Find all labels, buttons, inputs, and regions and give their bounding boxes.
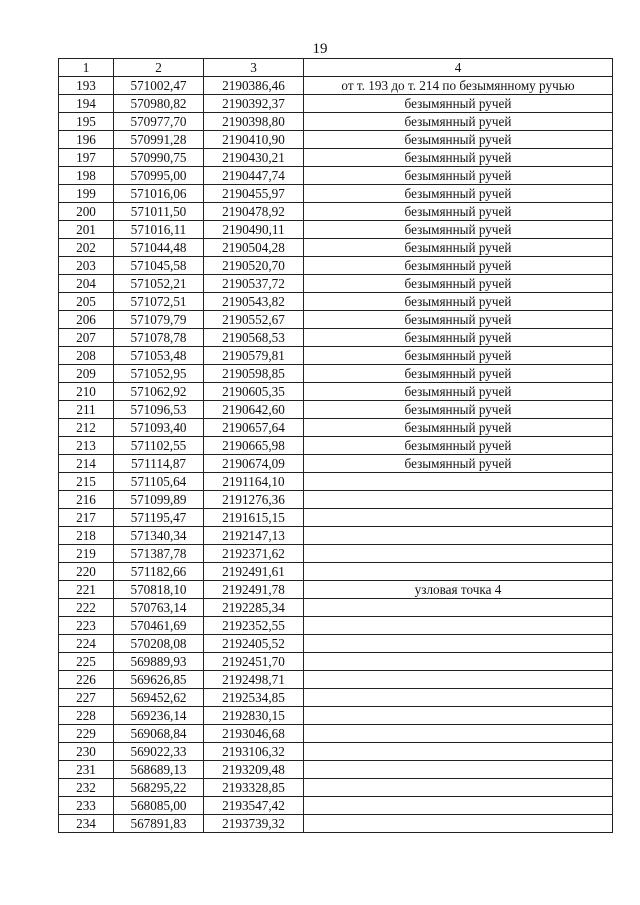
y-coordinate-cell: 2190537,72 (204, 275, 304, 293)
point-number-cell: 219 (59, 545, 114, 563)
y-coordinate-cell: 2191615,15 (204, 509, 304, 527)
x-coordinate-cell: 571340,34 (114, 527, 204, 545)
point-number-cell: 215 (59, 473, 114, 491)
table-row (59, 815, 613, 833)
y-coordinate-cell: 2193106,32 (204, 743, 304, 761)
y-coordinate-cell: 2192405,52 (204, 635, 304, 653)
description-cell (304, 635, 613, 653)
x-coordinate-cell: 571044,48 (114, 239, 204, 257)
table-row (59, 635, 613, 653)
y-coordinate-cell: 2190478,92 (204, 203, 304, 221)
point-number-cell: 193 (59, 77, 114, 95)
point-number-cell: 211 (59, 401, 114, 419)
table-row (59, 77, 613, 95)
point-number-cell: 221 (59, 581, 114, 599)
description-cell: узловая точка 4 (304, 581, 613, 599)
table-row (59, 689, 613, 707)
table-row (59, 95, 613, 113)
table-row (59, 131, 613, 149)
y-coordinate-cell: 2191276,36 (204, 491, 304, 509)
point-number-cell: 196 (59, 131, 114, 149)
point-number-cell: 229 (59, 725, 114, 743)
description-cell: безымянный ручей (304, 257, 613, 275)
x-coordinate-cell: 568085,00 (114, 797, 204, 815)
y-coordinate-cell: 2190520,70 (204, 257, 304, 275)
point-number-cell: 212 (59, 419, 114, 437)
x-coordinate-cell: 571052,95 (114, 365, 204, 383)
table-row (59, 779, 613, 797)
x-coordinate-cell: 570990,75 (114, 149, 204, 167)
y-coordinate-cell: 2190410,90 (204, 131, 304, 149)
x-coordinate-cell: 571096,53 (114, 401, 204, 419)
x-coordinate-cell: 571052,21 (114, 275, 204, 293)
point-number-cell: 233 (59, 797, 114, 815)
description-cell (304, 743, 613, 761)
header-col-3: 3 (204, 59, 304, 77)
table-row (59, 167, 613, 185)
table-row (59, 365, 613, 383)
y-coordinate-cell: 2190504,28 (204, 239, 304, 257)
table-row (59, 509, 613, 527)
table-row (59, 491, 613, 509)
x-coordinate-cell: 571114,87 (114, 455, 204, 473)
description-cell (304, 815, 613, 833)
point-number-cell: 203 (59, 257, 114, 275)
point-number-cell: 227 (59, 689, 114, 707)
table-row (59, 473, 613, 491)
table-row (59, 113, 613, 131)
x-coordinate-cell: 571072,51 (114, 293, 204, 311)
y-coordinate-cell: 2191164,10 (204, 473, 304, 491)
description-cell: безымянный ручей (304, 401, 613, 419)
y-coordinate-cell: 2193046,68 (204, 725, 304, 743)
point-number-cell: 210 (59, 383, 114, 401)
table-row (59, 581, 613, 599)
table-row (59, 293, 613, 311)
y-coordinate-cell: 2192534,85 (204, 689, 304, 707)
x-coordinate-cell: 571016,06 (114, 185, 204, 203)
y-coordinate-cell: 2192491,61 (204, 563, 304, 581)
table-row (59, 527, 613, 545)
point-number-cell: 217 (59, 509, 114, 527)
description-cell: от т. 193 до т. 214 по безымянному ручью (304, 77, 613, 95)
description-cell: безымянный ручей (304, 455, 613, 473)
coordinates-table (58, 58, 613, 833)
table-row (59, 455, 613, 473)
point-number-cell: 216 (59, 491, 114, 509)
table-row (59, 401, 613, 419)
table-row (59, 239, 613, 257)
table-row (59, 275, 613, 293)
description-cell (304, 707, 613, 725)
x-coordinate-cell: 570208,08 (114, 635, 204, 653)
description-cell: безымянный ручей (304, 95, 613, 113)
point-number-cell: 218 (59, 527, 114, 545)
y-coordinate-cell: 2192352,55 (204, 617, 304, 635)
x-coordinate-cell: 571387,78 (114, 545, 204, 563)
description-cell: безымянный ручей (304, 293, 613, 311)
table-row (59, 203, 613, 221)
table-row (59, 653, 613, 671)
description-cell (304, 473, 613, 491)
description-cell: безымянный ручей (304, 311, 613, 329)
x-coordinate-cell: 570461,69 (114, 617, 204, 635)
y-coordinate-cell: 2193328,85 (204, 779, 304, 797)
point-number-cell: 213 (59, 437, 114, 455)
description-cell: безымянный ручей (304, 113, 613, 131)
point-number-cell: 209 (59, 365, 114, 383)
table-row (59, 347, 613, 365)
x-coordinate-cell: 571195,47 (114, 509, 204, 527)
description-cell (304, 779, 613, 797)
description-cell: безымянный ручей (304, 167, 613, 185)
point-number-cell: 201 (59, 221, 114, 239)
point-number-cell: 231 (59, 761, 114, 779)
point-number-cell: 204 (59, 275, 114, 293)
description-cell (304, 653, 613, 671)
description-cell: безымянный ручей (304, 347, 613, 365)
table-row (59, 383, 613, 401)
y-coordinate-cell: 2192830,15 (204, 707, 304, 725)
point-number-cell: 197 (59, 149, 114, 167)
y-coordinate-cell: 2190598,85 (204, 365, 304, 383)
x-coordinate-cell: 571182,66 (114, 563, 204, 581)
description-cell (304, 761, 613, 779)
point-number-cell: 220 (59, 563, 114, 581)
header-col-2: 2 (114, 59, 204, 77)
table-row (59, 185, 613, 203)
point-number-cell: 225 (59, 653, 114, 671)
x-coordinate-cell: 571078,78 (114, 329, 204, 347)
x-coordinate-cell: 569626,85 (114, 671, 204, 689)
point-number-cell: 195 (59, 113, 114, 131)
description-cell (304, 527, 613, 545)
description-cell: безымянный ручей (304, 221, 613, 239)
point-number-cell: 207 (59, 329, 114, 347)
point-number-cell: 224 (59, 635, 114, 653)
y-coordinate-cell: 2192147,13 (204, 527, 304, 545)
x-coordinate-cell: 570980,82 (114, 95, 204, 113)
description-cell: безымянный ручей (304, 437, 613, 455)
description-cell: безымянный ручей (304, 383, 613, 401)
point-number-cell: 206 (59, 311, 114, 329)
description-cell: безымянный ручей (304, 149, 613, 167)
y-coordinate-cell: 2190568,53 (204, 329, 304, 347)
y-coordinate-cell: 2190490,11 (204, 221, 304, 239)
x-coordinate-cell: 570991,28 (114, 131, 204, 149)
table-row (59, 707, 613, 725)
x-coordinate-cell: 571002,47 (114, 77, 204, 95)
page-number: 19 (312, 41, 328, 57)
y-coordinate-cell: 2190455,97 (204, 185, 304, 203)
x-coordinate-cell: 569236,14 (114, 707, 204, 725)
y-coordinate-cell: 2190605,35 (204, 383, 304, 401)
description-cell (304, 545, 613, 563)
x-coordinate-cell: 571053,48 (114, 347, 204, 365)
table-row (59, 311, 613, 329)
point-number-cell: 194 (59, 95, 114, 113)
description-cell (304, 599, 613, 617)
x-coordinate-cell: 571093,40 (114, 419, 204, 437)
table-row (59, 545, 613, 563)
description-cell (304, 491, 613, 509)
description-cell: безымянный ручей (304, 275, 613, 293)
table-row (59, 671, 613, 689)
x-coordinate-cell: 571105,64 (114, 473, 204, 491)
table-row (59, 419, 613, 437)
table-body (59, 77, 613, 833)
x-coordinate-cell: 569452,62 (114, 689, 204, 707)
table-header (59, 59, 613, 77)
x-coordinate-cell: 570977,70 (114, 113, 204, 131)
y-coordinate-cell: 2190552,67 (204, 311, 304, 329)
y-coordinate-cell: 2192371,62 (204, 545, 304, 563)
y-coordinate-cell: 2190447,74 (204, 167, 304, 185)
description-cell (304, 725, 613, 743)
description-cell (304, 617, 613, 635)
y-coordinate-cell: 2190392,37 (204, 95, 304, 113)
y-coordinate-cell: 2193209,48 (204, 761, 304, 779)
header-col-4: 4 (304, 59, 613, 77)
description-cell: безымянный ручей (304, 185, 613, 203)
y-coordinate-cell: 2190430,21 (204, 149, 304, 167)
y-coordinate-cell: 2193739,32 (204, 815, 304, 833)
table-row (59, 725, 613, 743)
point-number-cell: 223 (59, 617, 114, 635)
y-coordinate-cell: 2190398,80 (204, 113, 304, 131)
y-coordinate-cell: 2190665,98 (204, 437, 304, 455)
x-coordinate-cell: 571079,79 (114, 311, 204, 329)
table-row (59, 221, 613, 239)
point-number-cell: 226 (59, 671, 114, 689)
y-coordinate-cell: 2192491,78 (204, 581, 304, 599)
x-coordinate-cell: 569889,93 (114, 653, 204, 671)
point-number-cell: 214 (59, 455, 114, 473)
point-number-cell: 208 (59, 347, 114, 365)
y-coordinate-cell: 2190579,81 (204, 347, 304, 365)
x-coordinate-cell: 571062,92 (114, 383, 204, 401)
point-number-cell: 198 (59, 167, 114, 185)
description-cell (304, 563, 613, 581)
y-coordinate-cell: 2193547,42 (204, 797, 304, 815)
table-row (59, 617, 613, 635)
point-number-cell: 199 (59, 185, 114, 203)
y-coordinate-cell: 2190543,82 (204, 293, 304, 311)
description-cell: безымянный ручей (304, 131, 613, 149)
point-number-cell: 200 (59, 203, 114, 221)
y-coordinate-cell: 2192451,70 (204, 653, 304, 671)
description-cell (304, 509, 613, 527)
y-coordinate-cell: 2192285,34 (204, 599, 304, 617)
description-cell: безымянный ручей (304, 365, 613, 383)
table-row (59, 797, 613, 815)
point-number-cell: 222 (59, 599, 114, 617)
y-coordinate-cell: 2190674,09 (204, 455, 304, 473)
point-number-cell: 232 (59, 779, 114, 797)
x-coordinate-cell: 571099,89 (114, 491, 204, 509)
table-row (59, 563, 613, 581)
x-coordinate-cell: 570763,14 (114, 599, 204, 617)
x-coordinate-cell: 571102,55 (114, 437, 204, 455)
y-coordinate-cell: 2190386,46 (204, 77, 304, 95)
table-row (59, 257, 613, 275)
point-number-cell: 230 (59, 743, 114, 761)
header-col-1: 1 (59, 59, 114, 77)
description-cell (304, 797, 613, 815)
description-cell (304, 689, 613, 707)
table-row (59, 761, 613, 779)
x-coordinate-cell: 571016,11 (114, 221, 204, 239)
table-row (59, 329, 613, 347)
point-number-cell: 228 (59, 707, 114, 725)
description-cell: безымянный ручей (304, 203, 613, 221)
x-coordinate-cell: 568689,13 (114, 761, 204, 779)
y-coordinate-cell: 2190657,64 (204, 419, 304, 437)
point-number-cell: 234 (59, 815, 114, 833)
x-coordinate-cell: 569022,33 (114, 743, 204, 761)
point-number-cell: 202 (59, 239, 114, 257)
point-number-cell: 205 (59, 293, 114, 311)
table-row (59, 149, 613, 167)
description-cell: безымянный ручей (304, 419, 613, 437)
description-cell (304, 671, 613, 689)
table-row (59, 437, 613, 455)
x-coordinate-cell: 569068,84 (114, 725, 204, 743)
x-coordinate-cell: 570818,10 (114, 581, 204, 599)
table-row (59, 743, 613, 761)
y-coordinate-cell: 2190642,60 (204, 401, 304, 419)
description-cell: безымянный ручей (304, 239, 613, 257)
x-coordinate-cell: 570995,00 (114, 167, 204, 185)
x-coordinate-cell: 567891,83 (114, 815, 204, 833)
x-coordinate-cell: 571011,50 (114, 203, 204, 221)
x-coordinate-cell: 571045,58 (114, 257, 204, 275)
table-row (59, 599, 613, 617)
header-row (59, 59, 613, 77)
description-cell: безымянный ручей (304, 329, 613, 347)
y-coordinate-cell: 2192498,71 (204, 671, 304, 689)
x-coordinate-cell: 568295,22 (114, 779, 204, 797)
